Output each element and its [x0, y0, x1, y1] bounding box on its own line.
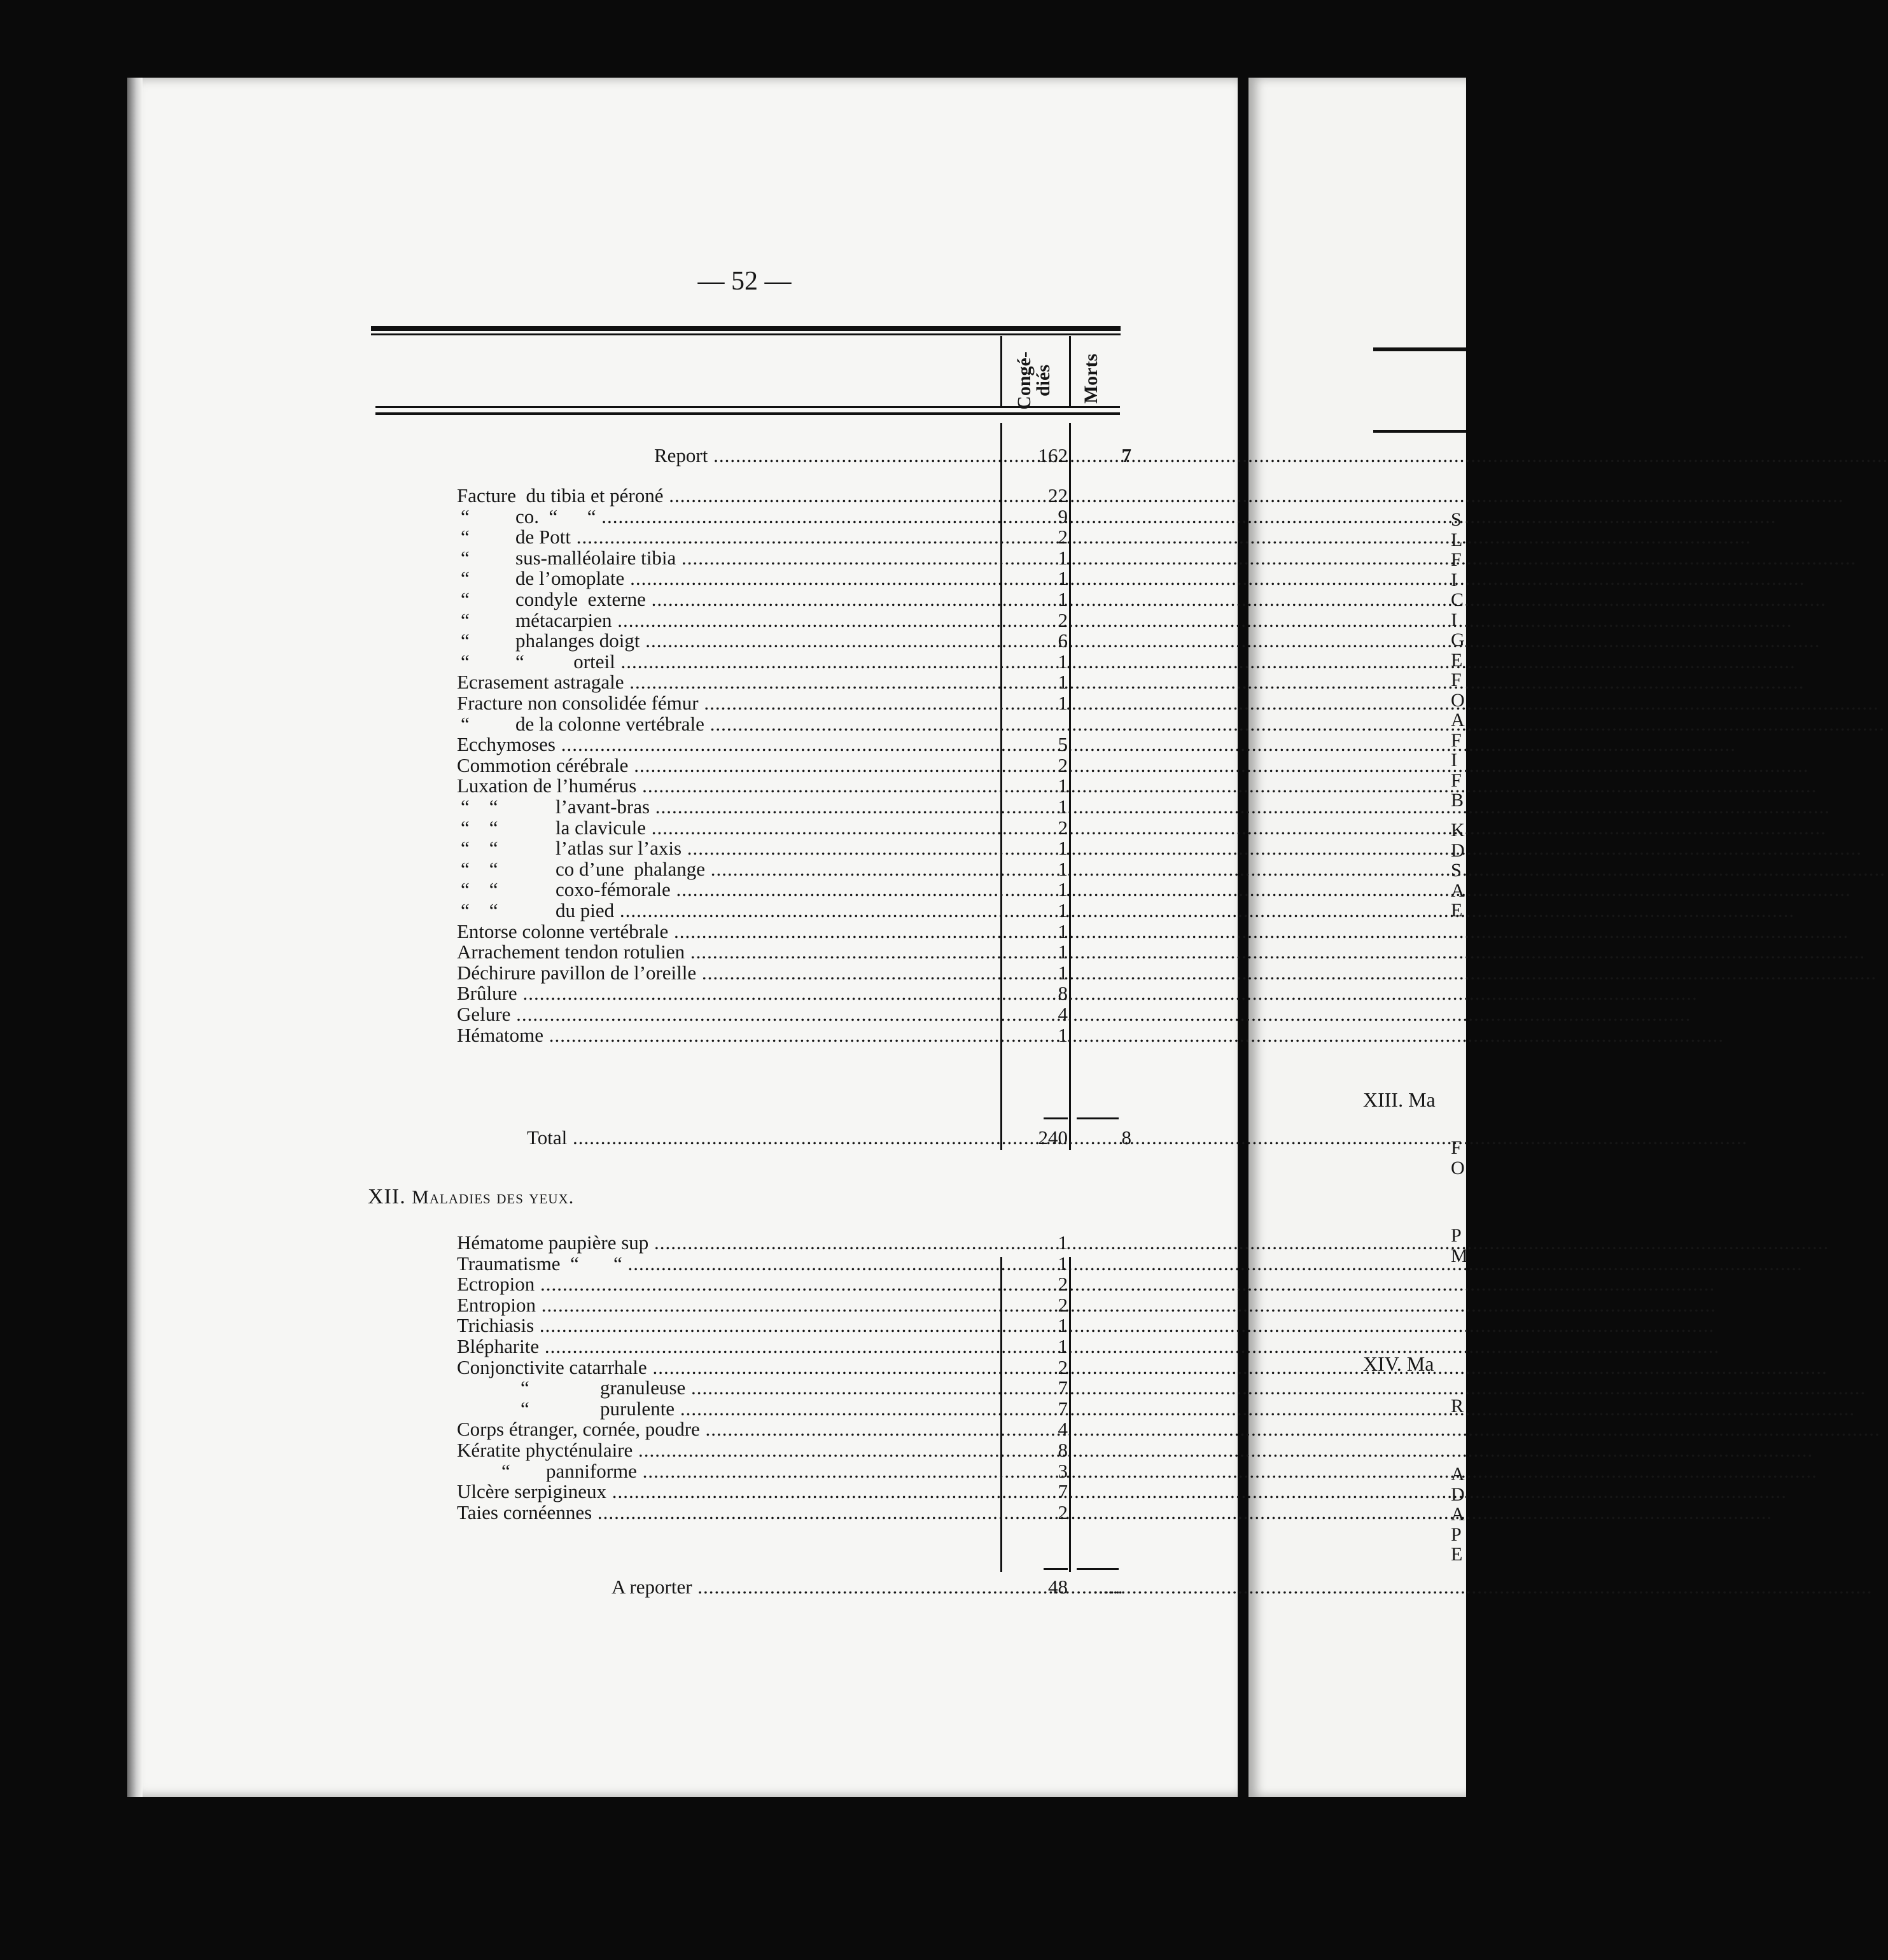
- ditto-mark: “: [461, 588, 470, 610]
- section-xii-title: [368, 1185, 574, 1209]
- row-label: Gelure .....: [457, 1004, 1001, 1025]
- right-page-fragment: E: [1451, 649, 1463, 671]
- right-page-fragment: F: [1451, 1137, 1462, 1158]
- right-page-fragment: A: [1451, 1464, 1465, 1485]
- total-row: [457, 1126, 1131, 1149]
- row-conge-value: 22: [1048, 484, 1068, 507]
- row-conge-value: 7: [1058, 1480, 1068, 1503]
- row-conge-value: 8: [1058, 982, 1068, 1005]
- row-conge-value: 1: [1058, 671, 1068, 694]
- section-xiv-title: XIV. Ma: [1363, 1352, 1434, 1375]
- row-label: phalanges doigt .....: [457, 631, 1001, 651]
- right-page-fragment: B: [1451, 790, 1464, 811]
- row-label: Déchirure pavillon de l’oreille .....: [457, 963, 1001, 983]
- row-label: métacarpien .....: [457, 610, 1001, 631]
- row-conge-value: 6: [1058, 629, 1068, 652]
- table-row: [457, 527, 1119, 547]
- ditto-mark: “: [461, 546, 470, 569]
- row-conge-value: 1: [1058, 920, 1068, 942]
- table-row: [457, 1399, 1119, 1419]
- ditto-mark: “ “: [461, 837, 498, 860]
- table-row: [457, 1336, 1119, 1357]
- row-label: de la colonne vertébrale .....: [457, 714, 1001, 734]
- row-conge-value: 1: [1058, 588, 1068, 610]
- table-row: [457, 1295, 1119, 1315]
- right-page-fragment: K: [1451, 820, 1465, 841]
- row-label: Kératite phycténulaire .....: [457, 1440, 1001, 1460]
- total-conge: 240: [1038, 1126, 1068, 1149]
- table-row: [457, 1378, 1119, 1398]
- right-page-fragment: C: [1451, 589, 1464, 610]
- right-page-fragment: L: [1451, 529, 1463, 550]
- row-label: Facture du tibia et péroné .....: [457, 486, 1001, 506]
- ditto-mark: “ “: [461, 857, 498, 880]
- row-conge-value: 4: [1058, 1003, 1068, 1025]
- page-number: — 52 —: [697, 267, 792, 296]
- table-row: [457, 568, 1119, 589]
- right-page-fragment: P: [1451, 1523, 1462, 1545]
- right-page-fragment: F: [1451, 769, 1462, 791]
- table-row: [457, 1357, 1119, 1378]
- table-row: [457, 776, 1119, 796]
- table-row: [457, 838, 1119, 858]
- right-page-fragment: S: [1451, 860, 1462, 881]
- row-conge-value: 1: [1058, 1023, 1068, 1046]
- row-conge-value: 1: [1058, 795, 1068, 818]
- table-row: [457, 1419, 1119, 1439]
- total-label: Total .....: [457, 1128, 1001, 1148]
- row-label: condyle externe .....: [457, 589, 1001, 610]
- table-row: [457, 1440, 1119, 1460]
- row-label: co d’une phalange .....: [457, 859, 1001, 879]
- table-row: [457, 1004, 1119, 1025]
- row-conge-value: 9: [1058, 505, 1068, 528]
- total-morts: 8: [1121, 1126, 1131, 1149]
- right-page-fragment: E: [1451, 900, 1463, 921]
- ditto-mark: “: [461, 712, 470, 735]
- a-reporter-row: [457, 1576, 1123, 1598]
- row-conge-value: 8: [1058, 1439, 1068, 1461]
- row-label: Blépharite .....: [457, 1336, 1001, 1357]
- right-page-fragment: D: [1451, 1483, 1465, 1505]
- row-label: Ulcère serpigineux .....: [457, 1481, 1001, 1502]
- right-page-fragment: I: [1451, 609, 1457, 631]
- row-conge-value: 1: [1058, 878, 1068, 901]
- table-row: [457, 1481, 1119, 1502]
- row-conge-value: 1: [1058, 857, 1068, 880]
- header-rule-bottom-thick: [375, 412, 1120, 415]
- row-label: Commotion cérébrale .....: [457, 755, 1001, 776]
- row-label: “ orteil .....: [457, 652, 1001, 672]
- row-conge-value: 1: [1058, 941, 1068, 963]
- ditto-mark: “: [461, 629, 470, 652]
- table-row: [457, 1274, 1119, 1294]
- row-label: Arrachement tendon rotulien .....: [457, 942, 1001, 962]
- a-reporter-rule-morts: [1077, 1568, 1119, 1570]
- table-row: [457, 589, 1119, 610]
- row-conge-value: 2: [1058, 1501, 1068, 1523]
- row-label: Hématome paupière sup .....: [457, 1233, 1001, 1253]
- row-conge-value: 2: [1058, 753, 1068, 776]
- a-reporter-label: A reporter .....: [457, 1577, 1001, 1597]
- header-rule-bottom: [375, 406, 1120, 408]
- row-label: Taies cornéennes .....: [457, 1502, 1001, 1523]
- row-conge-value: 1: [1058, 961, 1068, 984]
- report-label: Report .....: [457, 445, 1001, 466]
- row-conge-value: 1: [1058, 1314, 1068, 1337]
- row-conge-value: 2: [1058, 816, 1068, 839]
- row-conge-value: 7: [1058, 1376, 1068, 1399]
- header-rule-top: [371, 326, 1121, 331]
- row-conge-value: 1: [1058, 1335, 1068, 1357]
- table-row: [457, 548, 1119, 568]
- table-row: [457, 693, 1119, 713]
- row-label: de Pott .....: [457, 527, 1001, 547]
- row-conge-value: 1: [1058, 837, 1068, 860]
- right-page-fragment: F: [1451, 729, 1462, 751]
- ditto-mark: “: [461, 567, 470, 590]
- report-morts: 7: [1121, 444, 1131, 466]
- table-row: [457, 879, 1119, 900]
- row-label: Corps étranger, cornée, poudre .....: [457, 1419, 1001, 1439]
- row-label: granuleuse .....: [457, 1378, 1001, 1398]
- table-row: [457, 921, 1119, 942]
- row-label: Traumatisme “ “ .....: [457, 1254, 1001, 1274]
- right-page-fragment: I: [1451, 750, 1457, 771]
- section-xii-name: Maladies des yeux.: [412, 1187, 575, 1208]
- row-label: Ectropion .....: [457, 1274, 1001, 1294]
- table-row: [457, 900, 1119, 921]
- ditto-mark: “: [461, 650, 470, 673]
- table-row: [457, 797, 1119, 817]
- row-label: purulente .....: [457, 1399, 1001, 1419]
- row-conge-value: 1: [1058, 1231, 1068, 1254]
- table-row: [457, 1233, 1119, 1253]
- row-label: panniforme .....: [457, 1461, 1001, 1481]
- row-label: l’avant-bras .....: [457, 797, 1001, 817]
- ditto-mark: “: [521, 1376, 529, 1399]
- table-row: [457, 1254, 1119, 1274]
- table-row: [457, 486, 1119, 506]
- row-label: sus-malléolaire tibia .....: [457, 548, 1001, 568]
- table-row: [457, 859, 1119, 879]
- table-row: [457, 1502, 1119, 1523]
- table-row: [457, 963, 1119, 983]
- right-header-rule-top: [1373, 347, 1466, 351]
- row-conge-value: 1: [1058, 650, 1068, 673]
- table-row: [457, 1461, 1119, 1481]
- row-label: coxo-fémorale .....: [457, 879, 1001, 900]
- row-conge-value: 2: [1058, 1273, 1068, 1296]
- row-label: co. “ “ .....: [457, 507, 1001, 527]
- row-conge-value: 2: [1058, 608, 1068, 631]
- row-conge-value: 2: [1058, 1293, 1068, 1316]
- a-reporter-morts: ......: [1093, 1576, 1123, 1598]
- right-page-fragment: A: [1451, 1504, 1465, 1525]
- row-label: Ecchymoses .....: [457, 734, 1001, 755]
- row-conge-value: 2: [1058, 526, 1068, 549]
- report-row: [457, 444, 1131, 466]
- right-page-fragment: G: [1451, 629, 1465, 650]
- row-label: Luxation de l’humérus .....: [457, 776, 1001, 796]
- column-header-morts: Morts: [1080, 353, 1101, 404]
- table-row: [457, 672, 1119, 692]
- right-page-fragment: A: [1451, 879, 1465, 901]
- section-xii-numeral: XII.: [368, 1185, 406, 1208]
- total-rule-morts: [1077, 1117, 1119, 1119]
- row-conge-value: 5: [1058, 733, 1068, 756]
- row-label: Fracture non consolidée fémur .....: [457, 693, 1001, 713]
- table-row: [457, 755, 1119, 776]
- table-row: [457, 507, 1119, 527]
- right-page-fragment: S: [1451, 509, 1462, 530]
- table-row: [457, 983, 1119, 1004]
- ditto-mark: “ “: [461, 899, 498, 921]
- row-label: de l’omoplate .....: [457, 568, 1001, 589]
- table-row: [457, 652, 1119, 672]
- table-row: [457, 734, 1119, 755]
- right-page-fragment: M: [1451, 1245, 1468, 1266]
- a-reporter-rule-conge: [1044, 1568, 1068, 1570]
- table-row: [457, 942, 1119, 962]
- row-conge-value: 1: [1058, 1252, 1068, 1275]
- row-conge-value: 7: [1058, 1397, 1068, 1420]
- right-page-fragment: F: [1451, 669, 1462, 690]
- row-label: Brûlure .....: [457, 983, 1001, 1004]
- row-conge-value: 4: [1058, 1418, 1068, 1441]
- column-header-conge: Congé- diés: [1014, 351, 1054, 410]
- header-rule-top-thin: [371, 333, 1121, 335]
- row-label: Hématome .....: [457, 1025, 1001, 1046]
- row-conge-value: 3: [1058, 1459, 1068, 1482]
- row-label: Entropion .....: [457, 1295, 1001, 1315]
- row-label: Trichiasis .....: [457, 1315, 1001, 1336]
- section-xiii-title: XIII. Ma: [1363, 1088, 1436, 1111]
- row-label: Ecrasement astragale .....: [457, 672, 1001, 692]
- col-sep-2: [1069, 336, 1071, 406]
- table-row: [457, 818, 1119, 838]
- a-reporter-conge: 48: [1048, 1576, 1068, 1598]
- ditto-mark: “: [461, 505, 470, 528]
- ditto-mark: “: [461, 526, 470, 549]
- table-row: [457, 610, 1119, 631]
- right-page-fragment: F: [1451, 549, 1462, 570]
- row-conge-value: 1: [1058, 546, 1068, 569]
- ditto-mark: “ “: [461, 878, 498, 901]
- row-label: Conjonctivite catarrhale .....: [457, 1357, 1001, 1378]
- right-page-fragment: O: [1451, 1157, 1465, 1179]
- right-page-fragment: D: [1451, 839, 1465, 861]
- right-page-fragment: A: [1451, 710, 1465, 731]
- table-row: [457, 714, 1119, 734]
- row-conge-value: 1: [1058, 567, 1068, 590]
- right-page-fragment: O: [1451, 689, 1465, 711]
- table-row: [457, 1315, 1119, 1336]
- right-page-fragment: R: [1451, 1396, 1464, 1417]
- right-page-fragment: E: [1451, 1544, 1463, 1565]
- row-label: du pied .....: [457, 900, 1001, 921]
- ditto-mark: “ “: [461, 795, 498, 818]
- right-page-fragment: P: [1451, 1225, 1462, 1246]
- ditto-mark: “: [521, 1397, 529, 1420]
- row-conge-value: 1: [1058, 692, 1068, 714]
- row-label: Entorse colonne vertébrale .....: [457, 921, 1001, 942]
- row-label: la clavicule .....: [457, 818, 1001, 838]
- table-row: [457, 1025, 1119, 1046]
- total-rule-conge: [1044, 1117, 1068, 1119]
- row-conge-value: 1: [1058, 899, 1068, 921]
- row-conge-value: 2: [1058, 1355, 1068, 1378]
- report-conge: 162: [1038, 444, 1068, 466]
- right-header-rule-bottom: [1373, 430, 1466, 433]
- col-sep-1: [1000, 336, 1002, 406]
- ditto-mark: “: [461, 608, 470, 631]
- ditto-mark: “: [501, 1459, 510, 1482]
- row-conge-value: 1: [1058, 774, 1068, 797]
- row-label: l’atlas sur l’axis .....: [457, 838, 1001, 858]
- right-page-fragment: I: [1451, 569, 1457, 591]
- ditto-mark: “ “: [461, 816, 498, 839]
- table-row: [457, 631, 1119, 651]
